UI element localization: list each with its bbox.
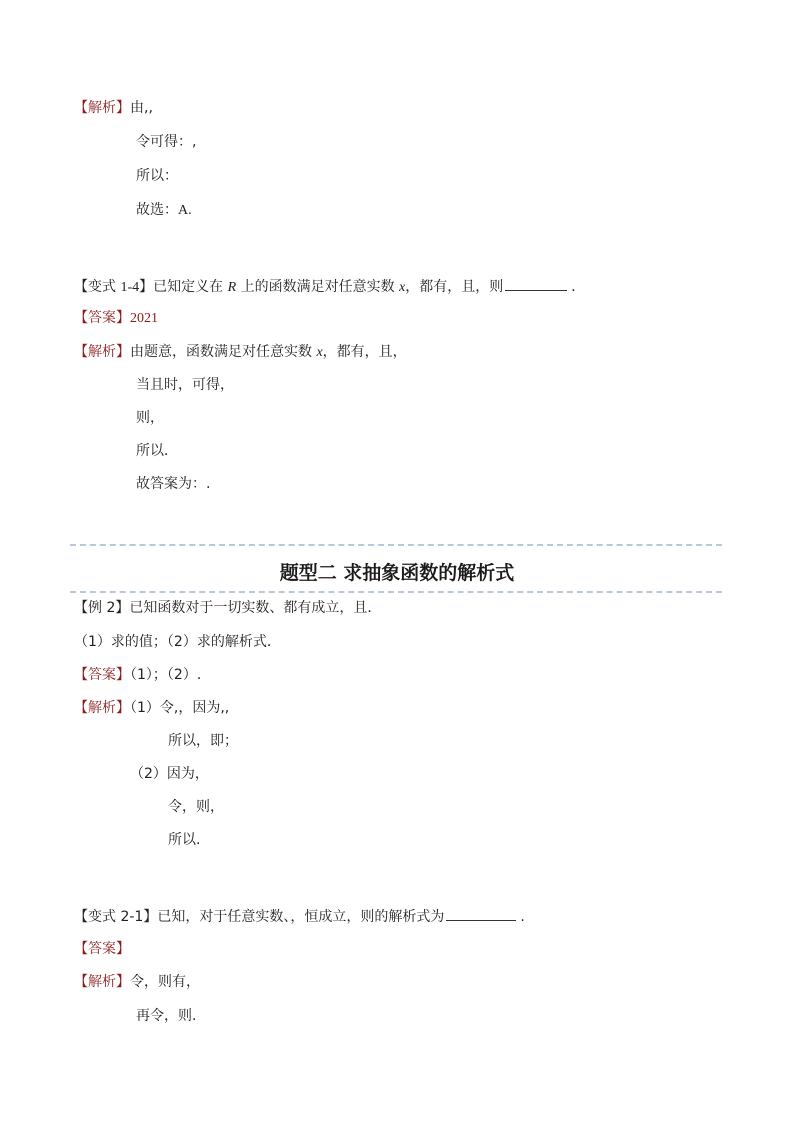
variant-question: 已知，对于任意实数、，恒成立，则的解析式为 [157,909,445,925]
solution-line-3: 则， [136,410,164,426]
solution-line-3: 所以： [136,168,178,184]
answer-tag: 【答案】 [74,310,130,326]
solution-tag: 【解析】 [74,100,130,116]
solution-tag: 【解析】 [74,700,130,716]
solution-line-2: 令可得：, [136,134,197,150]
answer-tag: 【答案】 [74,941,130,957]
example-tag: 【例 2】 [74,600,130,616]
answer-line [74,939,130,959]
choice-value: A. [178,203,192,218]
question-mid: 上的函数满足对任意实数 [236,279,400,295]
solution-line-1 [74,972,200,992]
var-x: x [399,280,406,295]
variant-tag-num: 1-4 [120,280,140,295]
answer-value: （1）；（2）. [130,667,202,683]
question-pre: 已知定义在 [153,279,228,295]
section-divider-top [70,544,722,546]
answer-tag: 【答案】 [74,667,130,683]
solution-line-4: 所以． [136,443,178,459]
solution-text: （1）令,，因为,, [130,700,230,716]
example-2-parts: （1）求的值；（2）求的解析式． [74,634,281,650]
question-end: ． [571,279,586,295]
solution-line-1 [74,698,229,718]
solution-line-2: 当且时，可得， [136,377,234,393]
solution-line-5: 所以. [168,832,201,848]
example-2-question [74,598,381,618]
variant-2-1-question [74,906,525,927]
question-post: ，都有，且，则 [405,279,504,295]
solution-line-4: 令，则， [168,799,224,815]
var-x: x [316,345,323,360]
section-title: 题型二 求抽象函数的解析式 [279,562,515,584]
solution-text: 由,, [130,100,153,116]
solution-line-3: （2）因为， [130,766,209,782]
solution-line-1 [74,98,153,118]
question-end: . [520,909,525,925]
solution-line-2: 所以，即； [168,733,238,749]
solution-tag: 【解析】 [74,974,130,990]
answer-line [74,665,201,685]
variant-tag-open: 【变式 [74,279,121,295]
example-question: 已知函数对于一切实数、都有成立，且． [129,600,382,616]
solution-tag: 【解析】 [74,344,130,360]
solution-line-5: 故答案为：. [136,476,211,492]
var-r: R [227,280,237,295]
variant-tag-close: 】 [139,279,154,295]
section-divider-bottom [70,591,722,593]
answer-blank [446,906,516,921]
variant-tag: 【变式 2-1】 [74,909,158,925]
solution-text: 令，则有， [130,974,200,990]
answer-line [74,308,158,329]
solution-line-1 [74,342,407,363]
solution-pre: 由题意，函数满足对任意实数 [130,344,317,360]
choice-prefix: 故选： [136,202,178,218]
answer-value: 2021 [130,311,158,326]
solution-post: ，都有，且， [322,344,407,360]
variant-1-4-question [74,276,585,298]
answer-blank [505,276,567,291]
solution-line-4 [136,200,192,221]
solution-line-2: 再令，则. [136,1008,197,1024]
